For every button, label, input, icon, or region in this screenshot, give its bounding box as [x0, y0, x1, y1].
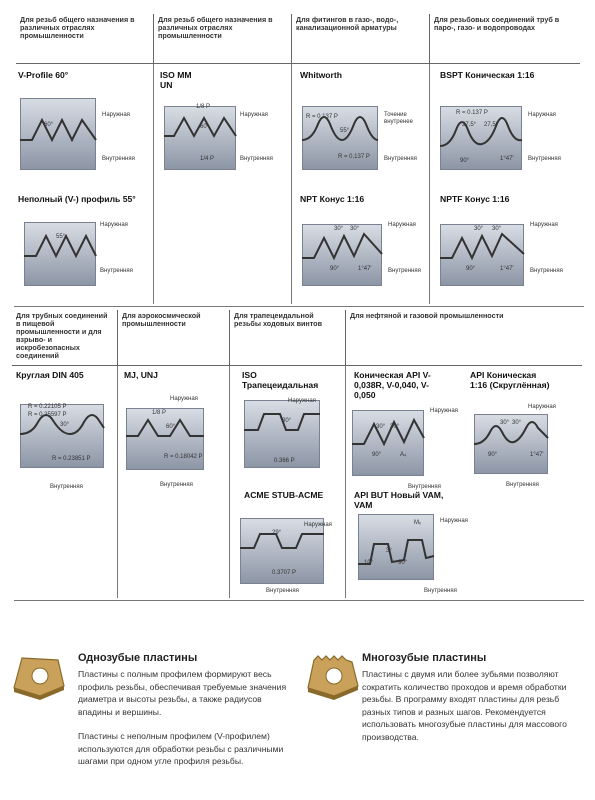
label-inner: Внутренняя: [424, 588, 457, 594]
label-angle-30: 30°: [376, 424, 386, 430]
label-outer: Наружная: [102, 112, 130, 118]
label-outer: Наружная: [530, 222, 558, 228]
thread-profile-nptf: [440, 224, 524, 286]
label-inner: Внутренняя: [388, 268, 421, 274]
label-p18b: 1/8 P: [152, 410, 167, 416]
label-angle-90: 90°: [466, 266, 476, 272]
label-outer: Наружная: [528, 404, 556, 410]
header-aerospace: Для аэрокосмической промышленности: [118, 310, 230, 366]
label-angle-30: 30°: [350, 226, 360, 232]
label-outer: Наружная: [440, 518, 468, 524]
label-angle-27b: 27,5°: [484, 122, 499, 128]
label-angle-30: 30°: [390, 424, 400, 430]
title-api-taper: Коническая API V-0,038R, V-0,040, V-0,050: [354, 370, 431, 400]
single-insert-text-1: Пластины с полным профилем формируют весь профиль резьбы, обеспечивая требуемые значения диаметра и высоты резьбы, а также радиусов впадины и вершины.: [78, 669, 287, 717]
title-din405: Круглая DIN 405: [16, 370, 84, 380]
title-acme: ACME STUB-ACME: [244, 490, 324, 500]
title-vprofile55: Неполный (V-) профиль 55°: [18, 194, 136, 204]
label-angle-90: 90°: [372, 452, 382, 458]
label-precise-inner: Точение внутренее: [384, 112, 413, 125]
label-angle-30: 30°: [500, 420, 510, 426]
label-r0137: R = 0.137 P: [338, 154, 370, 160]
thread-profile-vprofile60: [20, 98, 96, 170]
label-p14: 1/4 P: [200, 156, 215, 162]
label-angle-90: 90°: [460, 158, 470, 164]
label-angle-30: 30°: [334, 226, 344, 232]
label-r02559: R = 0.25597 P: [28, 412, 67, 418]
label-angle-1-47: 1°47': [530, 452, 544, 458]
multi-insert-heading: Многозубые пластины: [362, 652, 487, 664]
label-inner: Внутренняя: [102, 156, 135, 162]
label-angle-55: 55°: [56, 234, 66, 240]
divider: [117, 366, 118, 598]
header-oil-gas: Для нефтяной и газовой промышленности: [346, 310, 582, 366]
header-general-1: Для резьб общего назначения в различных отраслях промышленности: [16, 14, 154, 64]
label-outer: Наружная: [304, 522, 332, 528]
label-angle-10: 10°: [364, 560, 374, 566]
label-inner: Внутренняя: [528, 156, 561, 162]
title-isomm: ISO MM: [160, 70, 192, 80]
label-inner: Внутренняя: [160, 482, 193, 488]
multi-tooth-insert-icon: [304, 652, 364, 700]
label-outer: Наружная: [288, 398, 316, 404]
label-0366: 0.366 P: [274, 458, 295, 464]
header-fittings: Для фитингов в газо-, водо-, канализационной арматуры: [292, 14, 430, 64]
label-angle-1-47: 1°47': [500, 266, 514, 272]
label-outer: Наружная: [100, 222, 128, 228]
thread-profile-vprofile55: [24, 222, 96, 286]
label-inner: Внутренняя: [506, 482, 539, 488]
title-mjunj: MJ, UNJ: [124, 370, 158, 380]
label-03707: 0.3707 P: [272, 570, 297, 576]
header-food-pipes: Для трубных соединений в пищевой промышленности и для взрыво- и искробезопасных соединений: [12, 310, 118, 366]
label-a4: A₄: [400, 452, 407, 458]
label-inner: Внутренняя: [266, 588, 299, 594]
thread-profile-apibut: [358, 514, 434, 580]
header-trapezoidal: Для трапецеидальной резьбы ходовых винтов: [230, 310, 346, 366]
single-tooth-insert-icon: [10, 652, 70, 700]
header-general-2: Для резьб общего назначения в различных отраслях промышленности: [154, 14, 292, 64]
label-r0137: R = 0.137 P: [306, 114, 338, 120]
title-un: UN: [160, 80, 173, 90]
label-p18: 1/8 P: [196, 104, 211, 110]
label-angle-1-47: 1°47': [358, 266, 372, 272]
label-angle-30: 30°: [474, 226, 484, 232]
divider: [429, 64, 430, 304]
label-inner: Внутренняя: [408, 484, 441, 490]
divider: [291, 64, 292, 304]
label-angle-90: 90°: [330, 266, 340, 272]
single-insert-heading: Однозубые пластины: [78, 652, 198, 664]
title-iso-trap: ISO Трапецеидальная: [242, 370, 319, 390]
title-bspt: BSPT Коническая 1:16: [440, 70, 535, 80]
label-outer: Наружная: [388, 222, 416, 228]
divider: [345, 366, 346, 598]
title-nptf: NPTF Конус 1:16: [440, 194, 510, 204]
divider: [229, 366, 230, 598]
label-angle-55: 55°: [340, 128, 350, 134]
header-pipes: Для резьбовых соединений труб в паро-, газо- и водопроводах: [430, 14, 580, 64]
label-inner: Внутренняя: [100, 268, 133, 274]
title-npt: NPT Конус 1:16: [300, 194, 365, 204]
title-vprofile60: V-Profile 60°: [18, 70, 69, 80]
divider: [14, 306, 584, 307]
label-r02210: R = 0.22105 P: [28, 404, 67, 410]
title-api-round: API Коническая 1:16 (Скруглённая): [470, 370, 550, 390]
single-insert-text-2: Пластины с неполным профилем (V-профилем) используются для обработки резьбы с различными шагами при одном угле профиля резьбы.: [78, 731, 284, 766]
title-apibut: API BUT Новый VAM, VAM: [354, 490, 444, 510]
label-angle-30: 30°: [282, 418, 292, 424]
divider: [14, 600, 584, 601]
thread-profile-npt: [302, 224, 382, 286]
label-inner: Внутренняя: [530, 268, 563, 274]
label-angle-3: 3°: [386, 548, 392, 554]
thread-profile-api-taper: [352, 410, 424, 476]
label-angle-27: 27,5°: [462, 122, 477, 128]
label-angle-30: 30°: [512, 420, 522, 426]
label-outer: Наружная: [170, 396, 198, 402]
label-outer: Наружная: [240, 112, 268, 118]
label-outer: Наружная: [430, 408, 458, 414]
multi-insert-text: Пластины с двумя или более зубьями позволяют сократить количество проходов и время обработки резьбы. В программу входят пластины для резьб разных типов и разных шагов. Рекомендуется использовать многозубые пластины для массового производства.: [362, 669, 567, 742]
label-angle-90: 90°: [398, 560, 408, 566]
label-mw: Mₓ: [414, 520, 421, 526]
label-outer: Наружная: [528, 112, 556, 118]
label-angle-60: 60°: [44, 122, 54, 128]
label-r01804: R = 0.18042 P: [164, 454, 203, 460]
label-r02365: R = 0.23851 P: [52, 456, 91, 462]
label-angle-60: 60°: [166, 424, 176, 430]
label-r0137: R = 0.137 P: [456, 110, 488, 116]
label-angle-1-47: 1°47': [500, 156, 514, 162]
divider: [153, 64, 154, 304]
thread-profile-api-round: [474, 414, 548, 474]
label-inner: Внутренняя: [240, 156, 273, 162]
label-angle-30: 30°: [60, 422, 70, 428]
label-angle-90: 90°: [488, 452, 498, 458]
label-angle-60: 60°: [200, 124, 210, 130]
title-whitworth: Whitworth: [300, 70, 342, 80]
label-inner: Внутренняя: [384, 156, 417, 162]
label-angle-29: 29°: [272, 530, 282, 536]
label-inner: Внутренняя: [50, 484, 83, 490]
label-angle-30: 30°: [492, 226, 502, 232]
